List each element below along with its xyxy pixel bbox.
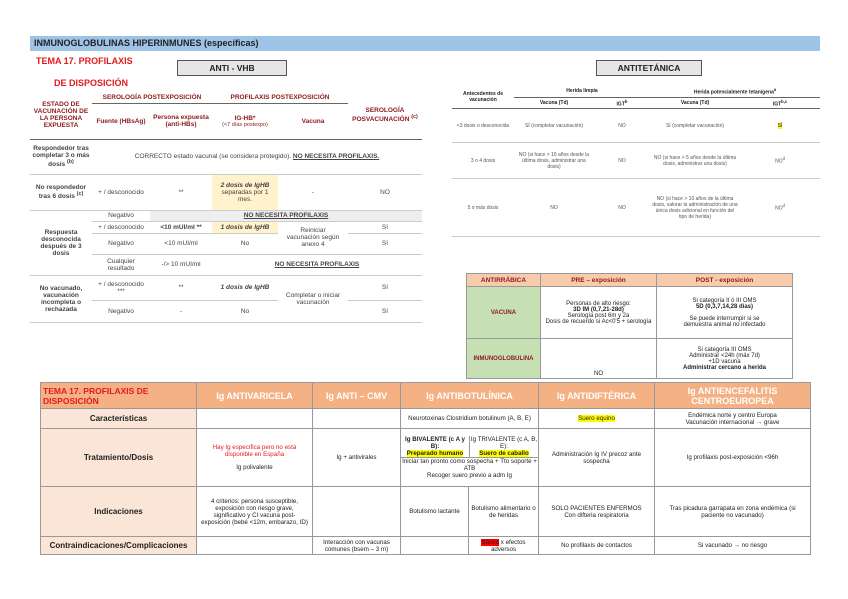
vhb-header-estado: ESTADO DE VACUNACIÓN DE LA PERSONA EXPUESTA bbox=[30, 92, 92, 139]
bottom-cell bbox=[469, 537, 539, 555]
bottom-cell-highlight: Preparado humano bbox=[406, 450, 464, 457]
vhb-cell: ** bbox=[150, 275, 212, 300]
vhb-cell: Negativo bbox=[92, 300, 150, 322]
vhb-cell-highlight: 1 dosis de IgHB bbox=[212, 221, 278, 233]
vhb-header-fuente: Fuente (HBsAg) bbox=[92, 103, 150, 139]
tet-cell: NO (si hace > 5 años desde la última dosis, administrar una dosis) bbox=[650, 143, 740, 179]
vhb-cell-highlight: 2 dosis de IgHB separadas por 1 mes. bbox=[212, 174, 278, 210]
vhb-header-persona: Persona expuesta (anti-HBs) bbox=[150, 103, 212, 139]
topic-title-line1: TEMA 17. PROFILAXIS bbox=[36, 56, 133, 66]
vhb-cell: -/> 10 mUI/ml bbox=[150, 254, 212, 275]
tet-cell: NO bbox=[594, 143, 650, 179]
bottom-cell-highlight: Suero equino bbox=[578, 415, 615, 422]
topic-title-line2: DE DISPOSICIÓN bbox=[54, 78, 129, 88]
bottom-header-botulinica: Ig ANTIBOTULÍNICA bbox=[401, 383, 539, 409]
vhb-cell: 1 dosis de IgHB bbox=[212, 275, 278, 300]
tet-header-antecedentes: Antecedentes de vacunación bbox=[452, 86, 514, 109]
bottom-row-caracteristicas: Características bbox=[41, 409, 197, 429]
bottom-cell bbox=[197, 537, 313, 555]
tet-cell: SÍ (completar vacunación) bbox=[650, 109, 740, 143]
bottom-cell bbox=[313, 409, 401, 429]
rab-line: Se puede interrumpir si se bbox=[689, 315, 760, 322]
vhb-cell-sub: vacunación según anexo 4 bbox=[286, 234, 340, 248]
rab-line: 3D IM (0,7,21-28d) bbox=[573, 306, 624, 313]
bottom-cell-highlight-red: Sérico bbox=[481, 538, 500, 546]
vhb-cell: + / desconocido bbox=[92, 221, 150, 233]
arrow-right-icon: → bbox=[756, 418, 763, 426]
bottom-line: Con difteria respiratoria bbox=[564, 511, 629, 519]
rab-line: +1D vacuna bbox=[708, 358, 741, 365]
rab-line: Si categoría III OMS bbox=[697, 346, 752, 353]
vhb-cell: Completar o iniciar vacunación bbox=[278, 275, 348, 322]
bottom-line-tail: no riesgo bbox=[741, 542, 768, 549]
vhb-cell: <10 mUI/ml bbox=[150, 233, 212, 254]
bottom-cell: Botulismo alimentario o de heridas bbox=[469, 487, 539, 537]
vhb-table bbox=[30, 92, 422, 323]
vhb-header-posvac-sup: (c) bbox=[411, 114, 418, 121]
tetanica-table bbox=[452, 86, 820, 237]
tet-cell-highlight: SÍ bbox=[777, 122, 783, 129]
bottom-cell-highlight: Suero de caballo bbox=[479, 450, 529, 457]
rab-row-vacuna-label: VACUNA bbox=[467, 287, 541, 339]
bottom-cell: 4 criterios: persona susceptible, exposición con riesgo grave, significativo y CI vacuna post-exposición (bebé <12m, embarazo, ID) bbox=[197, 487, 313, 537]
bottom-cell: Tras picadura garrapata en zona endémica (si paciente no vacunado) bbox=[655, 487, 811, 537]
section-label-tetanica: ANTITETÁNICA bbox=[596, 60, 702, 76]
vhb-row-novacunado-label: No vacunado, vacunación incompleta o rechazada bbox=[30, 275, 92, 322]
vhb-header-serologia: SEROLOGÍA POSTEXPOSICIÓN bbox=[92, 92, 212, 103]
bottom-cell bbox=[197, 429, 313, 487]
tet-cell: $NO^d$ bbox=[740, 143, 820, 179]
bottom-line-tail: grave bbox=[763, 418, 780, 426]
bottom-header-varicela: Ig ANTIVARICELA bbox=[197, 383, 313, 409]
vhb-row-norespondedor-label: No respondedor tras 6 dosis $^{(c)}$ bbox=[30, 174, 92, 210]
vhb-cell-sup: *** bbox=[117, 287, 125, 295]
bottom-line: Iniciar tan pronto como sospecha + Tto soporte + ATB bbox=[402, 458, 537, 472]
bottom-cell bbox=[197, 409, 313, 429]
antirrabica-table bbox=[466, 273, 793, 379]
tet-header-limpia: Herida limpia bbox=[514, 86, 650, 97]
vhb-cell: + / desconocido bbox=[92, 174, 150, 210]
vhb-cell-no-profilaxis: NO NECESITA PROFILAXIS bbox=[212, 254, 422, 275]
rab-line: Administrar <24h (máx 7d) bbox=[689, 352, 760, 359]
bottom-cell: Ig profilaxis post-exposición <96h bbox=[655, 429, 811, 487]
bottom-header-difterica: Ig ANTIDIFTÉRICA bbox=[539, 383, 655, 409]
vhb-cell: Reiniciar vacunación según anexo 4 bbox=[278, 221, 348, 254]
vhb-cell: NO bbox=[348, 174, 422, 210]
rab-header-title: ANTIRRÁBICA bbox=[467, 274, 541, 287]
bottom-line: Vacunación internacional → grave bbox=[685, 418, 780, 426]
vhb-header-profilaxis: PROFILAXIS POSTEXPOSICIÓN bbox=[212, 92, 348, 103]
bottom-cell-botulinica-trat bbox=[401, 429, 539, 487]
tet-cell: NO bbox=[594, 179, 650, 237]
tet-cell: NO (si hace > 10 años de la última dosis, valorar la administración de una única dosis adicional en función del tipo de herida) bbox=[650, 179, 740, 237]
tet-header-igt2: IGT$^{b,c}$ bbox=[740, 97, 820, 109]
rab-line: demuestra animal no infectado bbox=[683, 321, 766, 328]
bottom-bival: Ig BIVALENTE (c A y B): Preparado humano bbox=[405, 436, 465, 457]
tet-header-vacuna2: Vacuna (Td) bbox=[650, 97, 740, 109]
bottom-row-contraindicaciones: Contraindicaciones/Complicaciones bbox=[41, 537, 197, 555]
vhb-row-desconocida-label: Respuesta desconocida después de 3 dosis bbox=[30, 210, 92, 275]
section-label-vhb: ANTI - VHB bbox=[177, 60, 287, 76]
bottom-header-topic: TEMA 17. PROFILAXIS DE DISPOSICIÓN bbox=[41, 383, 197, 409]
rab-line: Dosis de recuerdo si Ac<0'5 + serología bbox=[545, 318, 652, 325]
vhb-row-respondedor-text2: NO NECESITA PROFILAXIS. bbox=[292, 153, 380, 160]
vhb-cell: ** bbox=[150, 174, 212, 210]
vhb-cell: Sí bbox=[348, 300, 422, 322]
tet-header-igt2-sup: b,c bbox=[781, 98, 788, 104]
vhb-cell: Negativo bbox=[92, 233, 150, 254]
vhb-cell: Sí bbox=[348, 233, 422, 254]
rab-row-ig-label: INMUNOGLOBULINA bbox=[467, 339, 541, 379]
vhb-cell: - bbox=[278, 174, 348, 210]
bottom-cell: Botulismo lactante bbox=[401, 487, 469, 537]
rab-line: Administrar cercano a herida bbox=[682, 364, 767, 371]
rab-cell-vacuna-pre bbox=[541, 287, 657, 339]
rab-line: Personas de alto riesgo: bbox=[566, 300, 631, 307]
rab-cell-vacuna-post bbox=[657, 287, 793, 339]
vhb-row-respondedor-sup: (b) bbox=[66, 158, 74, 165]
page-title: INMUNOGLOBULINAS HIPERINMUNES (específicas) bbox=[30, 36, 820, 51]
rab-line: 5D (0,3,7,14,28 días) bbox=[695, 303, 754, 310]
vhb-row-respondedor-label: Respondedor tras completar 3 o más dosis $^{(b)}$ bbox=[30, 139, 92, 174]
vhb-cell: Sí bbox=[348, 275, 422, 300]
bottom-row-indicaciones: Indicaciones bbox=[41, 487, 197, 537]
vhb-cell: <10 mUI/ml ** bbox=[150, 221, 212, 233]
rab-cell-ig-pre: NO bbox=[541, 339, 657, 379]
bottom-line: Recoger suero previo a adm Ig bbox=[427, 472, 512, 479]
bottom-cell: Si vacunado → no riesgo bbox=[655, 537, 811, 555]
bottom-row-tratamiento: Tratamiento/Dosis bbox=[41, 429, 197, 487]
ig-comparison-table bbox=[40, 382, 811, 555]
bottom-cell: SOLO PACIENTES ENFERMOS Con difteria respiratoria bbox=[539, 487, 655, 537]
bottom-header-cmv: Ig ANTI – CMV bbox=[313, 383, 401, 409]
arrow-right-icon: → bbox=[733, 542, 740, 549]
vhb-cell: Cualquier resultado bbox=[92, 254, 150, 275]
bottom-header-encefalitis: Ig ANTIENCEFALITIS CENTROEUROPEA bbox=[655, 383, 811, 409]
vhb-cell: Sí bbox=[348, 221, 422, 233]
bottom-cell bbox=[313, 487, 401, 537]
tet-cell: SÍ (completar vacunación) bbox=[514, 109, 594, 143]
vhb-cell-sub: separadas por 1 mes. bbox=[221, 188, 269, 203]
vhb-row-respondedor-text: CORRECTO estado vacunal (se considera protegido). NO NECESITA PROFILAXIS. bbox=[92, 139, 422, 174]
bottom-cell: Endémica norte y centro Europa Vacunación internacional → grave bbox=[655, 409, 811, 429]
tet-cell bbox=[740, 109, 820, 143]
tet-cell: 5 o más dosis bbox=[452, 179, 514, 237]
tet-header-igt: IGT$^b$ bbox=[594, 97, 650, 109]
bottom-line-red: Hay Ig específica pero no está disponible en España bbox=[212, 444, 297, 458]
bottom-cell: Ig + antivirales bbox=[313, 429, 401, 487]
bottom-trival: Ig TRIVALENTE (c A, B, E): Suero de caballo bbox=[470, 436, 538, 457]
vhb-cell: No bbox=[212, 233, 278, 254]
bottom-line: Ig polivalente bbox=[236, 464, 273, 471]
vhb-cell: No bbox=[212, 300, 278, 322]
tet-cell: NO (si hace > 10 años desde la última dosis, administrar una dosis) bbox=[514, 143, 594, 179]
vhb-cell-no-profilaxis: NO NECESITA PROFILAXIS bbox=[150, 210, 422, 221]
vhb-header-ighb-sub: (<7 días postexpo) bbox=[222, 121, 268, 128]
bottom-cell: No profilaxis de contactos bbox=[539, 537, 655, 555]
tet-header-vacuna: Vacuna (Td) bbox=[514, 97, 594, 109]
tet-cell: 3 o 4 dosis bbox=[452, 143, 514, 179]
rab-line: Si categoría II ó III OMS bbox=[692, 297, 757, 304]
vhb-row-norespondedor-sup: (c) bbox=[76, 190, 84, 197]
vhb-cell: Negativo bbox=[92, 210, 150, 221]
vhb-header-posvac: SEROLOGÍA POSVACUNACIÓN $^{(c)}$ bbox=[348, 92, 422, 139]
bottom-split bbox=[401, 436, 538, 457]
tet-header-igt-sup: b bbox=[624, 98, 628, 104]
vhb-cell: + / desconocido *** bbox=[92, 275, 150, 300]
rab-header-post: POST - exposición bbox=[657, 274, 793, 287]
tet-cell-sup: d bbox=[782, 203, 785, 209]
bottom-cell: Administración Ig IV precoz ante sospecha bbox=[539, 429, 655, 487]
rab-header-pre: PRE – exposición bbox=[541, 274, 657, 287]
bottom-cell bbox=[539, 409, 655, 429]
vhb-cell: - bbox=[150, 300, 212, 322]
bottom-line: x efectos adversos bbox=[490, 538, 526, 553]
rab-line: Serología post 6m y 2a bbox=[567, 312, 630, 319]
tet-header-tetanigena: Herida potencialmente tetanígena$^a$ bbox=[650, 86, 820, 97]
bottom-cell bbox=[401, 537, 469, 555]
bottom-cell: Interacción con vacunas comunes (bsem – 3 m) bbox=[313, 537, 401, 555]
tet-cell-sup: d bbox=[782, 156, 785, 162]
bottom-cell: Neurotoxinas Clostridium botulinum (A, B, E) bbox=[401, 409, 539, 429]
tet-cell: <3 dosis o desconocida bbox=[452, 109, 514, 143]
tet-header-tetanigena-sup: a bbox=[773, 87, 777, 92]
tet-cell: $NO^d$ bbox=[740, 179, 820, 237]
vhb-header-vacuna: Vacuna bbox=[278, 103, 348, 139]
tet-cell: NO bbox=[594, 109, 650, 143]
rab-cell-ig-post bbox=[657, 339, 793, 379]
tet-cell: NO bbox=[514, 179, 594, 237]
vhb-header-ighb: IG-HB* (<7 días postexpo) bbox=[212, 103, 278, 139]
